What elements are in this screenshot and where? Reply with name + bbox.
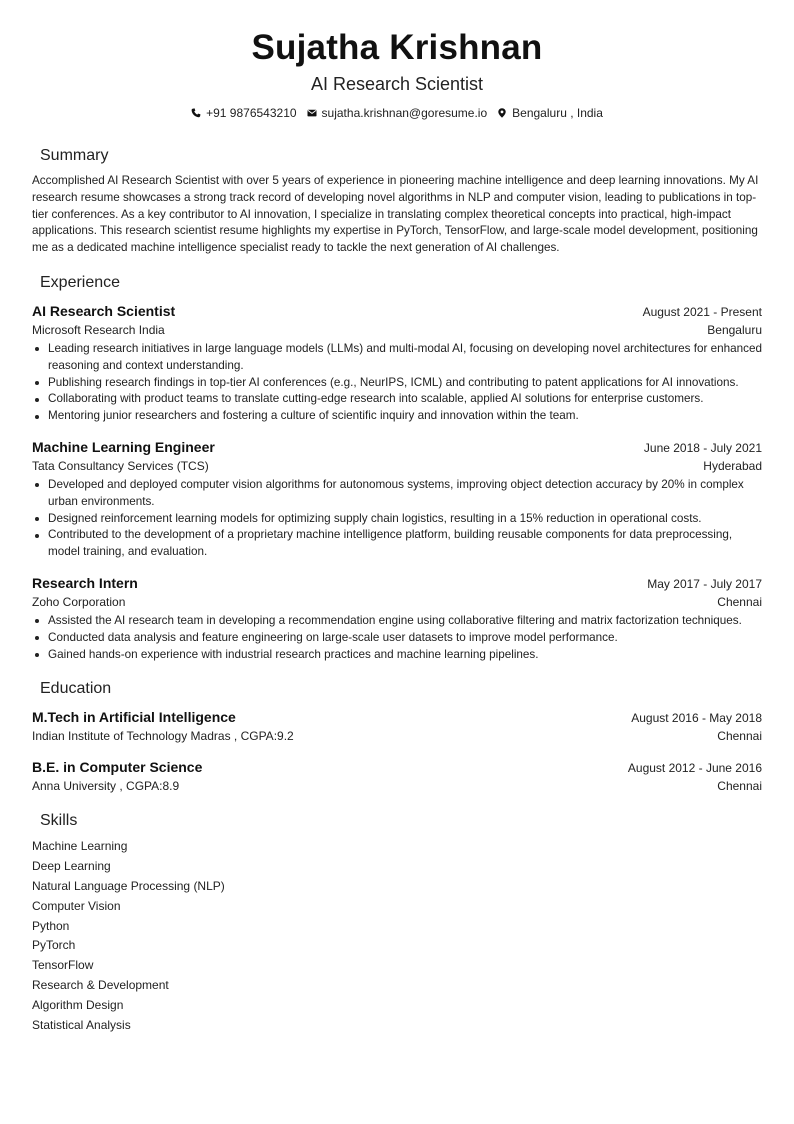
bullet-item: Leading research initiatives in large language models (LLMs) and multi-modal AI, focusing on developing novel architectures for enhanced reasoning and context understanding. [32,341,762,375]
skill-item: Natural Language Processing (NLP) [32,878,225,893]
job-dates: May 2017 - July 2017 [647,576,762,591]
institution-name: Anna University , CGPA:8.9 [32,779,180,794]
skill-item: Research & Development [32,977,169,992]
bullet-item: Mentoring junior researchers and fostering a culture of scientific inquiry and innovation within the team. [32,408,762,425]
degree-title: B.E. in Computer Science [32,759,203,776]
phone-icon [191,108,201,118]
skill-item: Computer Vision [32,898,121,913]
education-section [32,679,762,795]
skill-item: PyTorch [32,938,76,953]
resume-header [0,28,794,121]
experience-entry [32,574,762,663]
contact-email [307,105,488,121]
map-pin-icon [497,108,507,118]
job-title: Research Intern [32,574,138,591]
candidate-title: AI Research Scientist [310,74,484,94]
location-text: Bengaluru , India [512,106,603,120]
bullet-item: Gained hands-on experience with industrial research practices and machine learning pipelines. [32,647,762,664]
job-dates: June 2018 - July 2021 [643,440,762,455]
education-location: Chennai [717,779,762,794]
bullet-item: Developed and deployed computer vision algorithms for autonomous systems, improving object detection accuracy by 20% in complex urban environments. [32,477,762,511]
job-bullets [32,613,762,663]
company-name: Zoho Corporation [32,594,126,609]
job-dates: August 2021 - Present [642,304,762,319]
job-bullets [32,341,762,425]
resume-body [32,146,762,1035]
bullet-item: Publishing research findings in top-tier AI conferences (e.g., NeurIPS, ICML) and contributing to patent applications for AI innovations. [32,375,762,392]
experience-heading: Experience [40,273,121,291]
envelope-icon [307,108,317,118]
candidate-name: Sujatha Krishnan [251,28,543,67]
job-location: Hyderabad [703,458,762,473]
skill-item: TensorFlow [32,958,94,973]
experience-entry [32,302,762,425]
skill-item: Machine Learning [32,839,128,854]
job-title: AI Research Scientist [32,302,176,319]
experience-entry [32,438,762,561]
bullet-item: Designed reinforcement learning models for optimizing supply chain logistics, resulting in a 15% reduction in operational costs. [32,511,762,528]
job-location: Chennai [717,594,762,609]
skill-item: Algorithm Design [32,997,124,1012]
bullet-item: Contributed to the development of a proprietary machine intelligence platform, building reusable components for data preprocessing, model training, and evaluation. [32,527,762,561]
job-location: Bengaluru [707,322,762,337]
experience-section [32,273,762,663]
contact-phone [191,105,296,121]
skills-section [32,811,762,1035]
bullet-item: Conducted data analysis and feature engineering on large-scale user datasets to improve model performance. [32,630,762,647]
skill-item: Statistical Analysis [32,1017,131,1032]
education-location: Chennai [717,729,762,744]
skill-item: Deep Learning [32,859,111,874]
institution-name: Indian Institute of Technology Madras , CGPA:9.2 [32,729,294,744]
education-entry [32,708,762,745]
education-entry [32,758,762,795]
summary-section [32,146,762,257]
skills-heading: Skills [40,812,78,830]
phone-number: +91 9876543210 [206,106,297,120]
skill-item: Python [32,918,70,933]
summary-text: Accomplished AI Research Scientist with over 5 years of experience in pioneering machine intelligence and deep learning innovations. My AI research resume showcases a strong track record of developing novel algorithms in NLP and computer vision, leading to publications in top-tier conferences. As a key contributor to AI innovation, I specialize in translating complex theoretical concepts into practical, high-impact applications. This research scientist resume highlights my expertise in PyTorch, TensorFlow, and large-scale model development, positioning me as a dedicated machine intelligence specialist ready to tackle the next generation of AI challenges. [32,174,759,255]
company-name: Tata Consultancy Services (TCS) [32,458,209,473]
bullet-item: Assisted the AI research team in developing a recommendation engine using collaborative filtering and matrix factorization techniques. [32,613,762,630]
job-bullets [32,477,762,561]
degree-title: M.Tech in Artificial Intelligence [32,709,236,726]
bullet-item: Collaborating with product teams to translate cutting-edge research into scalable, applied AI solutions for enterprise customers. [32,391,762,408]
education-dates: August 2012 - June 2016 [627,761,762,776]
contact-bar [0,105,794,121]
company-name: Microsoft Research India [32,322,165,337]
summary-heading: Summary [40,147,109,164]
education-dates: August 2016 - May 2018 [631,711,762,726]
education-heading: Education [40,680,112,698]
skills-list [32,837,762,1035]
job-title: Machine Learning Engineer [32,438,215,455]
contact-location [497,105,603,121]
email-address: sujatha.krishnan@goresume.io [321,106,488,120]
